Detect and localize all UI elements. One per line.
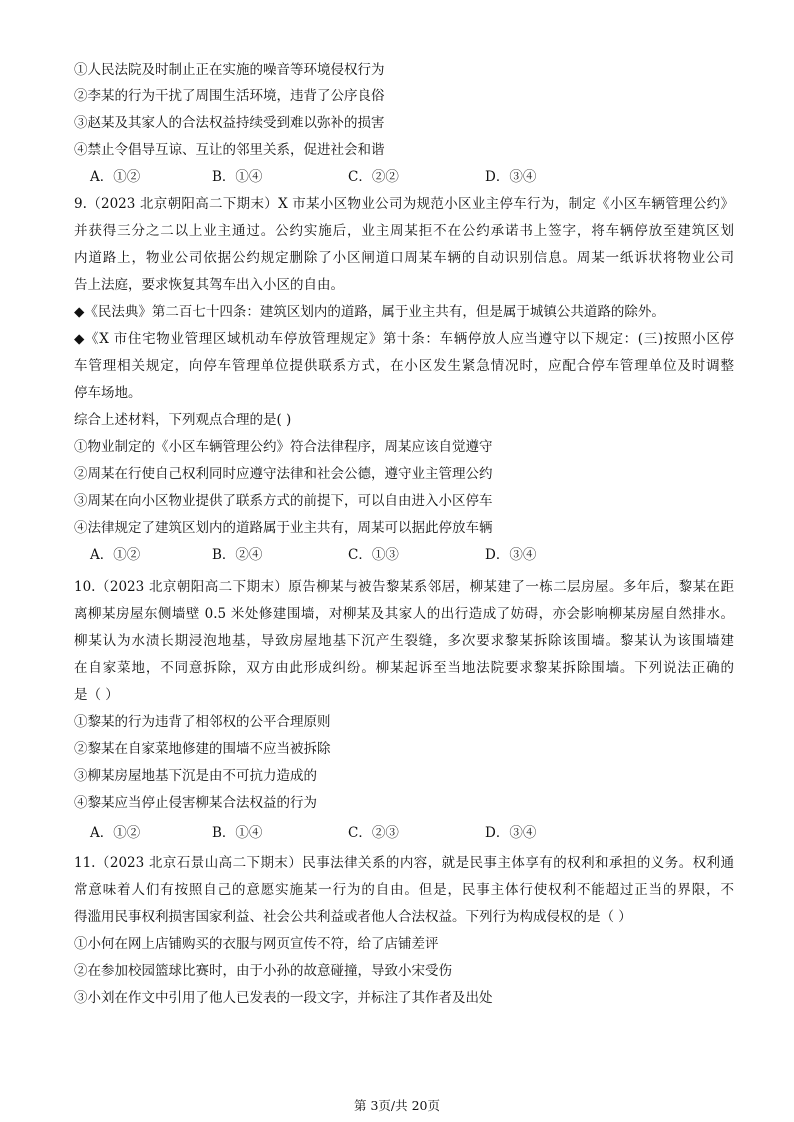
q10-stem-line-5: 是（ ） [74,687,119,703]
q9-statement-4: ④法律规定了建筑区划内的道路属于业主共有，周某可以据此停放车辆 [74,520,493,536]
page-footer [0,1097,794,1115]
q11-statement-2: ②在参加校园篮球比赛时，由于小孙的故意碰撞，导致小宋受伤 [74,963,452,979]
q10-option-c: C．②③ [348,825,399,841]
q10-stem-line-4: 在自家菜地，不同意拆除，双方由此形成纠纷。柳某起诉至当地法院要求黎某拆除围墙。下列说法正确的 [74,660,734,676]
q9-material-1: ◆《民法典》第二百七十四条：建筑区划内的道路，属于业主共有，但是属于城镇公共道路的除外。 [74,304,665,320]
q8-statement-1: ①人民法院及时制止正在实施的噪音等环境侵权行为 [74,62,385,78]
q9-stem-line-1: 9.（2023 北京朝阳高二下期末）X 市某小区物业公司为规范小区业主停车行为，制定《小区车辆管理公约》 [74,196,734,212]
q10-options [90,823,710,843]
q10-option-d: D．③④ [485,825,537,841]
q8-statement-2: ②李某的行为干扰了周围生活环境，违背了公序良俗 [74,88,385,104]
q11-stem-line-3: 得滥用民事权利损害国家利益、社会公共利益或者他人合法权益。下列行为构成侵权的是（ ） [74,909,632,925]
q9-statement-1: ①物业制定的《小区车辆管理公约》符合法律程序，周某应该自觉遵守 [74,439,493,455]
q9-statement-2: ②周某在行使自己权利同时应遵守法律和社会公德，遵守业主管理公约 [74,466,493,482]
q9-option-b: B．②④ [212,547,263,563]
q10-statement-3: ③柳某房屋地基下沉是由不可抗力造成的 [74,768,317,784]
q11-stem-line-1: 11.（2023 北京石景山高二下期末）民事法律关系的内容，就是民事主体享有的权利和承担的义务。权利通 [74,855,734,871]
page-number: 第 3页/共 20页 [353,1098,441,1113]
q8-option-c: C．②② [348,169,399,185]
q9-option-c: C．①③ [348,547,399,563]
q8-statement-3: ③赵某及其家人的合法权益持续受到难以弥补的损害 [74,115,385,131]
q8-option-a: A．①② [90,169,141,185]
q11-statement-1: ①小何在网上店铺购买的衣服与网页宣传不符，给了店铺差评 [74,936,439,952]
q10-stem-line-1: 10.（2023 北京朝阳高二下期末）原告柳某与被告黎某系邻居，柳某建了一栋二层房屋。多年后，黎某在距 [74,579,734,595]
q9-stem-line-4: 告上法庭，要求恢复其驾车出入小区的自由。 [74,277,344,293]
q9-stem-line-2: 并获得三分之二以上业主通过。公约实施后，业主周某拒不在公约承诺书上签字，将车辆停放至建筑区划 [74,223,734,239]
q8-statement-4: ④禁止令倡导互谅、互让的邻里关系，促进社会和谐 [74,142,385,158]
q9-stem-line-3: 内道路上，物业公司依据公约规定删除了小区闸道口周某车辆的自动识别信息。周某一纸诉状将物业公司 [74,250,734,266]
q9-statement-3: ③周某在向小区物业提供了联系方式的前提下，可以自由进入小区停车 [74,493,493,509]
q9-material-2-line-1: ◆《X 市住宅物业管理区域机动车停放管理规定》第十条：车辆停放人应当遵守以下规定：(三)按照小区停 [74,331,734,347]
q9-option-d: D．③④ [485,547,537,563]
q10-statement-1: ①黎某的行为违背了相邻权的公平合理原则 [74,714,331,730]
q10-stem-line-2: 离柳某房屋东侧墙壁 0.5 米处修建围墙，对柳某及其家人的出行造成了妨碍，亦会影响柳某房屋自然排水。 [74,606,734,622]
q8-options [90,167,710,187]
q10-option-b: B．①④ [212,825,263,841]
q9-question: 综合上述材料，下列观点合理的是( ) [74,412,292,428]
q8-option-d: D．③④ [485,169,537,185]
q10-statement-4: ④黎某应当停止侵害柳某合法权益的行为 [74,795,317,811]
q9-material-2-line-3: 停车场地。 [74,385,142,401]
q9-material-2-line-2: 车管理相关规定，向停车管理单位提供联系方式，在小区发生紧急情况时，应配合停车管理单位及时调整 [74,358,734,374]
q8-option-b: B．①④ [212,169,263,185]
q11-stem-line-2: 常意味着人们有按照自己的意愿实施某一行为的自由。但是，民事主体行使权利不能超过正当的界限，不 [74,882,734,898]
q9-options [90,545,710,565]
q11-statement-3: ③小刘在作文中引用了他人已发表的一段文字，并标注了其作者及出处 [74,990,493,1006]
q9-option-a: A．①② [90,547,141,563]
q10-statement-2: ②黎某在自家菜地修建的围墙不应当被拆除 [74,741,331,757]
q10-option-a: A．①② [90,825,141,841]
q10-stem-line-3: 柳某认为水渍长期浸泡地基，导致房屋地基下沉产生裂缝，多次要求黎某拆除该围墙。黎某认为该围墙建 [74,633,734,649]
